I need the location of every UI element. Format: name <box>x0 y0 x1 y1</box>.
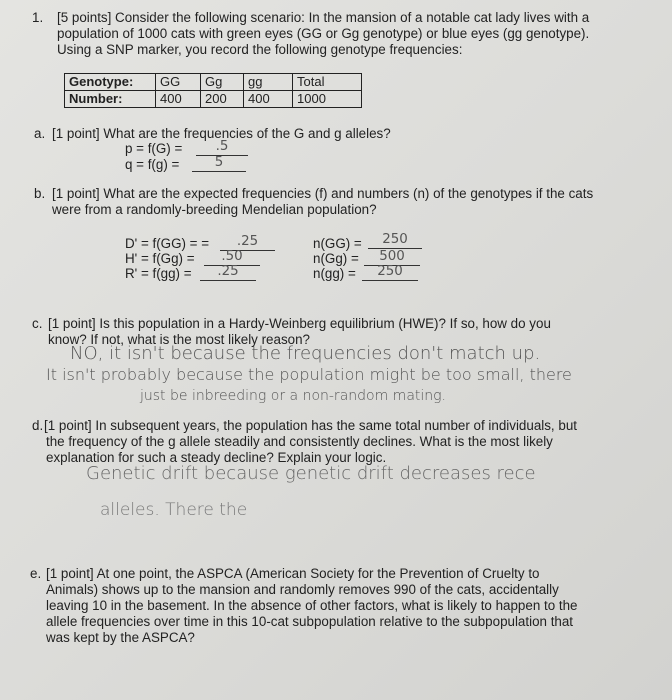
p-label: p = f(G) = <box>125 141 183 156</box>
freq-label: R' = f(gg) = <box>125 266 192 281</box>
handwritten-answer: just be inbreeding or a non-random mating. <box>140 388 447 404</box>
num-answer[interactable]: 500 <box>364 249 420 266</box>
part-label: b. <box>34 186 46 201</box>
freq-answer[interactable]: .25 <box>220 234 275 251</box>
question-text: was kept by the ASPCA? <box>46 630 195 645</box>
table-cell: 1000 <box>293 91 362 108</box>
question-text: were from a randomly-breeding Mendelian population? <box>52 202 377 217</box>
part-label: a. <box>34 126 46 141</box>
table-header-row <box>65 74 362 91</box>
freq-label: D' = f(GG) = = <box>125 236 210 251</box>
question-text: [1 point] In subsequent years, the population has the same total number of individuals, but <box>44 418 577 433</box>
freq-label: H' = f(Gg) = <box>125 251 195 266</box>
genotype-table <box>64 73 362 108</box>
p-answer[interactable]: .5 <box>196 139 248 156</box>
q-answer[interactable]: 5 <box>192 155 246 172</box>
table-cell: 400 <box>156 91 201 108</box>
table-header: Gg <box>201 74 244 91</box>
num-label: n(Gg) = <box>313 251 359 266</box>
freq-answer[interactable]: .25 <box>200 264 256 281</box>
table-cell: Number: <box>65 91 156 108</box>
table-header: Genotype: <box>65 74 156 91</box>
num-label: n(gg) = <box>313 266 356 281</box>
question-text: [1 point] What are the frequencies of the G and g alleles? <box>52 126 391 141</box>
table-row <box>65 91 362 108</box>
table-cell: 200 <box>201 91 244 108</box>
freq-answer[interactable]: .50 <box>204 249 260 266</box>
part-label: d. <box>32 418 44 433</box>
question-text: leaving 10 in the basement. In the absence of other factors, what is likely to happen to the <box>46 598 578 613</box>
question-text: Using a SNP marker, you record the following genotype frequencies: <box>57 42 463 57</box>
handwritten-answer: NO, it isn't because the frequencies don't match up. <box>70 343 541 364</box>
num-answer[interactable]: 250 <box>368 232 422 249</box>
part-label: c. <box>32 316 43 331</box>
question-text: [1 point] What are the expected frequencies (f) and numbers (n) of the genotypes if the cats <box>52 186 594 201</box>
table-header: gg <box>244 74 293 91</box>
question-text: explanation for such a steady decline? Explain your logic. <box>46 450 387 465</box>
handwritten-answer: alleles. There the <box>100 500 248 520</box>
question-text: know? If not, what is the most likely reason? <box>48 332 310 347</box>
table-header: GG <box>156 74 201 91</box>
handwritten-answer: Genetic drift because genetic drift decreases rece <box>86 463 536 484</box>
q-label: q = f(g) = <box>125 157 180 172</box>
question-text: [1 point] At one point, the ASPCA (American Society for the Prevention of Cruelty to <box>46 566 540 581</box>
question-text: allele frequencies over time in this 10-cat subpopulation relative to the subpopulation that <box>46 614 574 629</box>
handwritten-answer: It isn't probably because the population might be too small, there <box>46 365 572 384</box>
question-text: Animals) shows up to the mansion and randomly removes 990 of the cats, accidentally <box>46 582 559 597</box>
question-text: population of 1000 cats with green eyes (GG or Gg genotype) or blue eyes (gg genotype). <box>57 26 590 41</box>
question-text: the frequency of the g allele steadily and consistently declines. What is the most likely <box>46 434 553 449</box>
question-text: [1 point] Is this population in a Hardy-Weinberg equilibrium (HWE)? If so, how do you <box>48 316 551 331</box>
num-answer[interactable]: 250 <box>362 264 418 281</box>
table-header: Total <box>293 74 362 91</box>
part-label: e. <box>30 566 42 581</box>
num-label: n(GG) = <box>313 236 362 251</box>
question-text: [5 points] Consider the following scenario: In the mansion of a notable cat lady lives with a <box>57 10 590 25</box>
table-cell: 400 <box>244 91 293 108</box>
question-number: 1. <box>32 10 44 25</box>
